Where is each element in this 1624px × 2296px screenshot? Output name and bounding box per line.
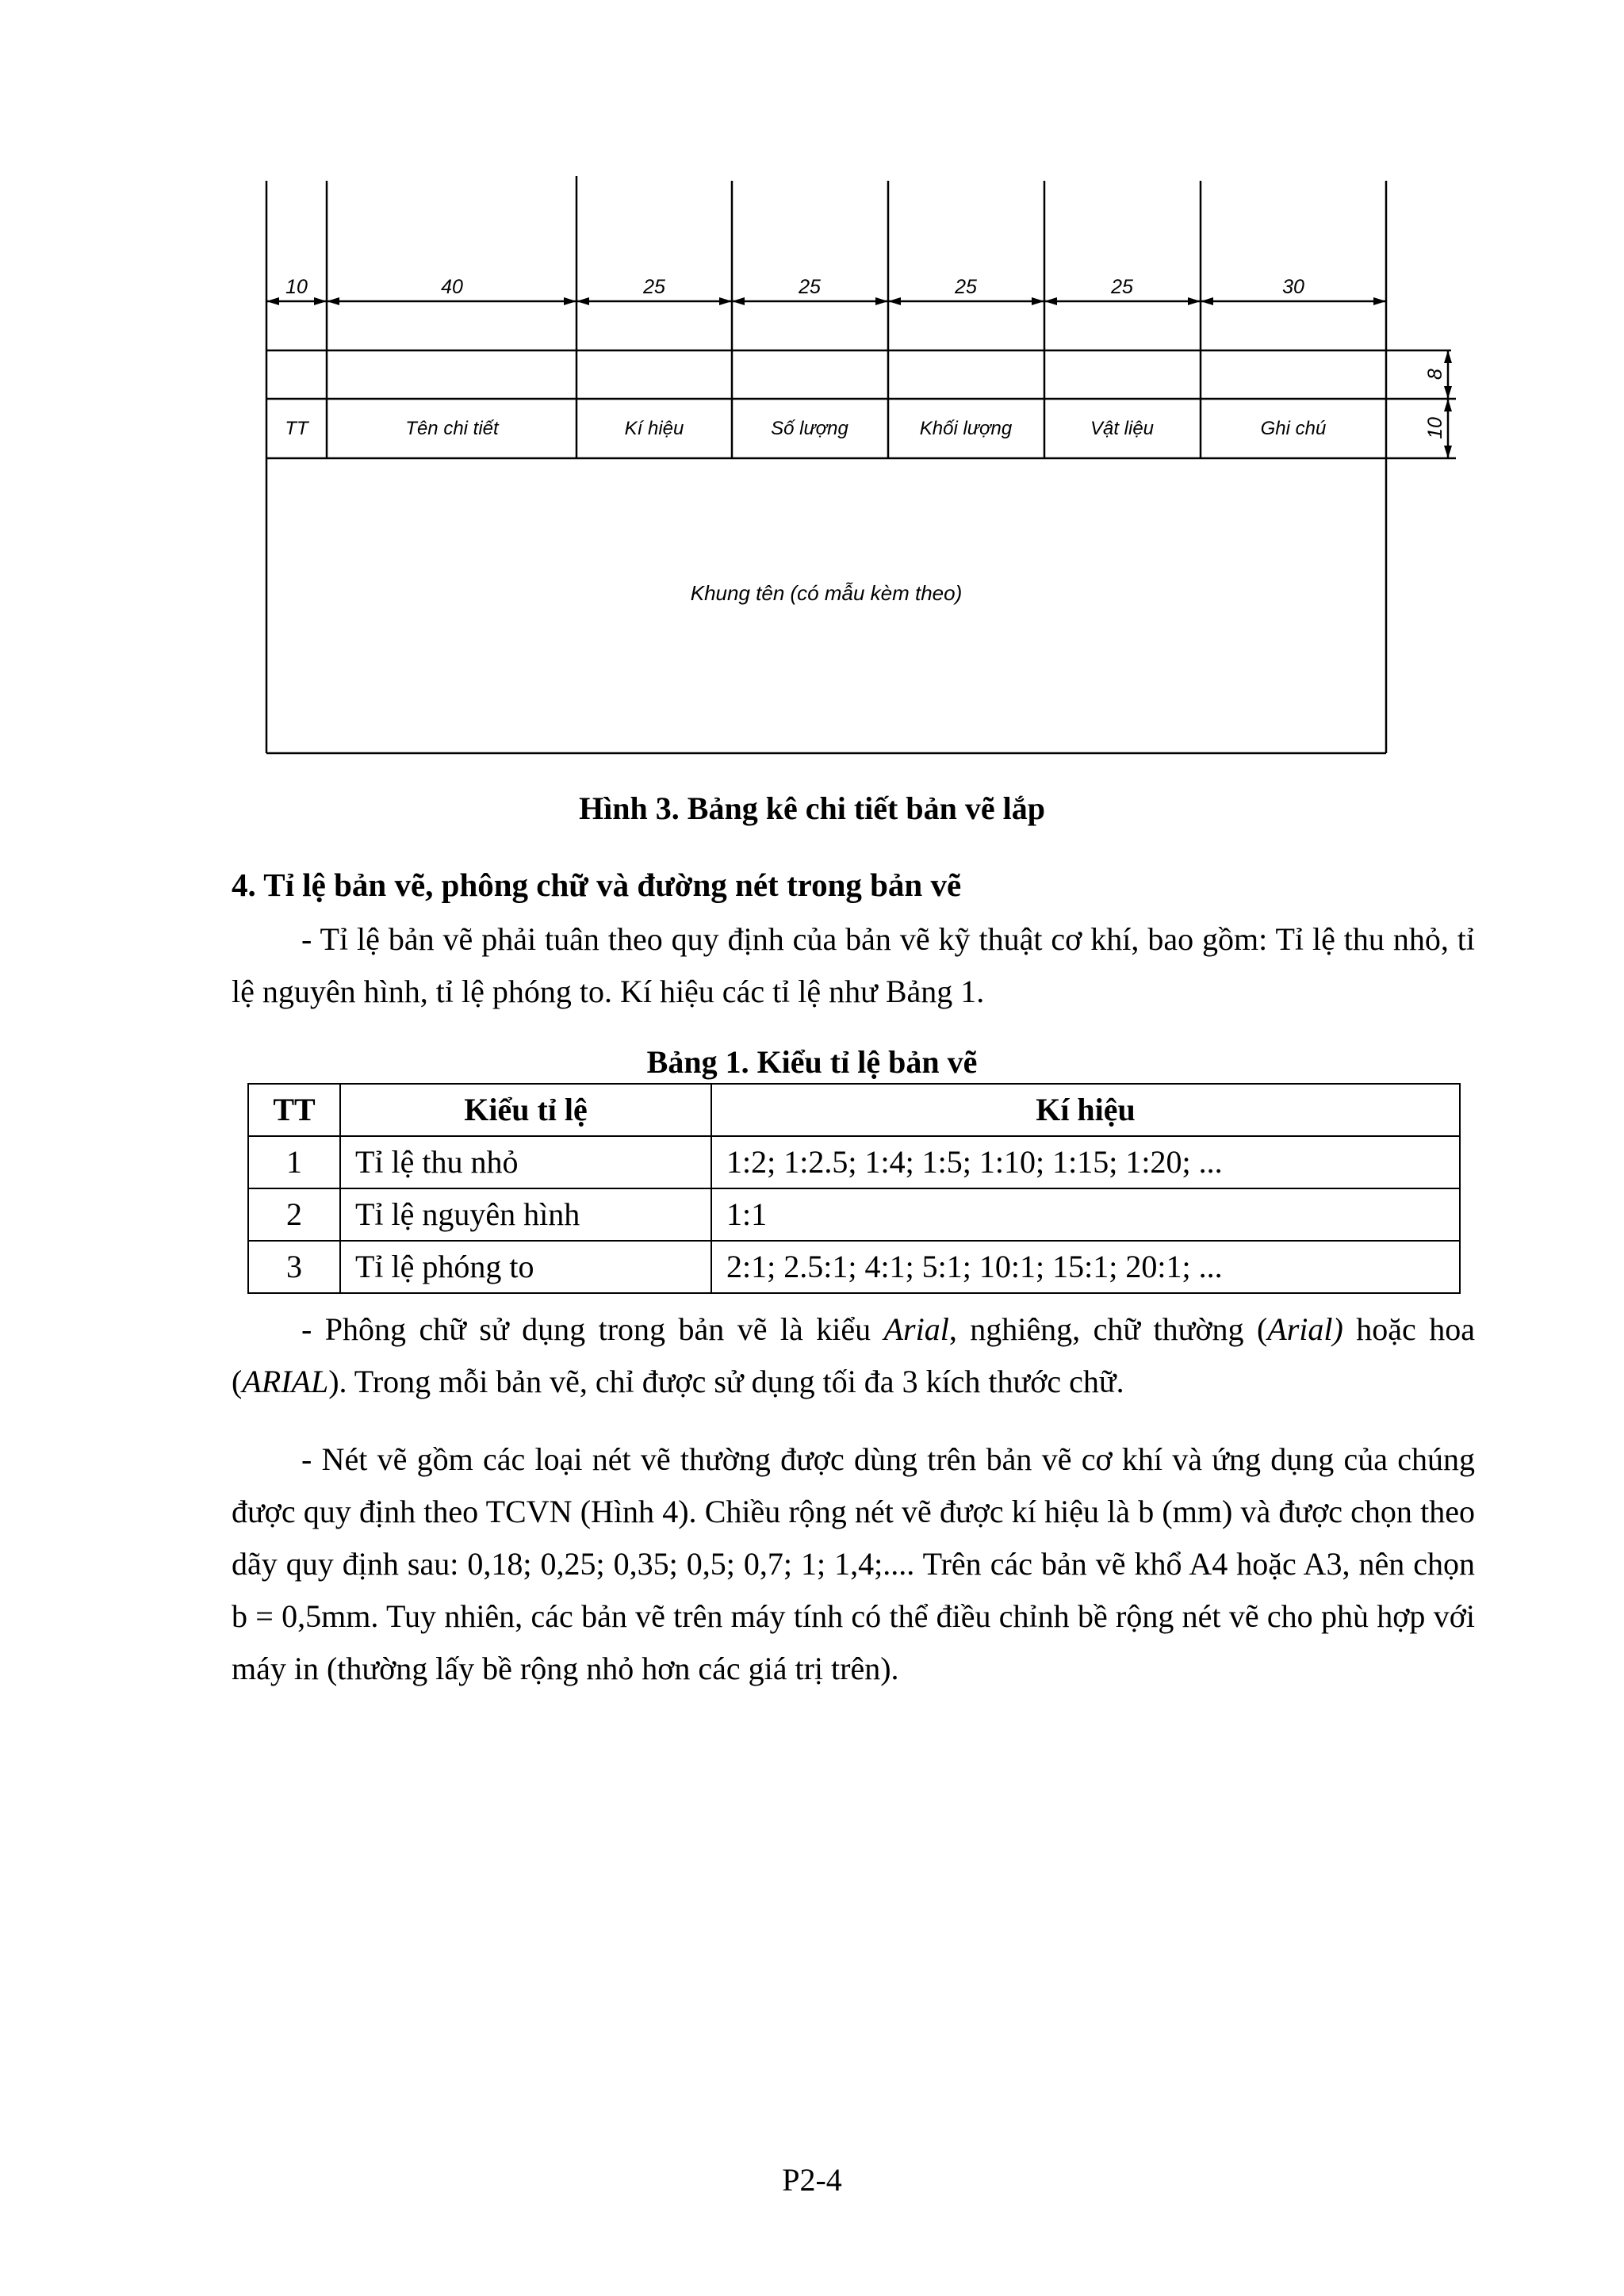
header-vat-lieu: Vật liệu	[1090, 418, 1155, 439]
header-ten-chi-tiet: Tên chi tiết	[405, 418, 499, 439]
header-ghi-chu: Ghi chú	[1260, 418, 1327, 439]
table-cell-tt: 1	[248, 1136, 340, 1188]
dim-label-3: 25	[643, 276, 665, 298]
table-header-row	[248, 1084, 1460, 1136]
table-caption: Bảng 1. Kiểu tỉ lệ bản vẽ	[646, 1044, 978, 1080]
figure-caption: Hình 3. Bảng kê chi tiết bản vẽ lắp	[579, 790, 1045, 826]
dim-label-4: 25	[799, 276, 821, 298]
parts-list-drawing	[0, 0, 1624, 793]
table-cell-tt: 2	[248, 1188, 340, 1241]
table-row	[248, 1136, 1460, 1188]
font-text-2: , nghiêng, chữ thường (	[948, 1311, 1268, 1347]
table-cell-kieu: Tỉ lệ thu nhỏ	[340, 1136, 711, 1188]
title-block-label: Khung tên (có mẫu kèm theo)	[690, 581, 963, 605]
font-name-italic-3: ARIAL	[242, 1364, 329, 1399]
row-height-label-1: 8	[1424, 369, 1446, 380]
dim-label-5: 25	[955, 276, 977, 298]
paragraph-scale-intro: - Tỉ lệ bản vẽ phải tuân theo quy định của bản vẽ kỹ thuật cơ khí, bao gồm: Tỉ lệ thu nhỏ, tỉ lệ nguyên hình, tỉ lệ phóng to. Kí hiệu các tỉ lệ như Bảng 1.	[232, 921, 1475, 1009]
dim-label-2: 40	[441, 276, 463, 298]
page-number: P2-4	[782, 2162, 842, 2198]
font-name-italic-2: Arial)	[1267, 1311, 1343, 1347]
font-text-3: hoặc hoa (	[232, 1311, 1476, 1399]
table-header-ki-hieu: Kí hiệu	[711, 1084, 1460, 1136]
dim-label-1: 10	[285, 276, 308, 298]
table-cell-kieu: Tỉ lệ nguyên hình	[340, 1188, 711, 1241]
dim-label-6: 25	[1111, 276, 1133, 298]
dim-label-7: 30	[1282, 276, 1304, 298]
paragraph-font	[232, 1303, 1475, 1408]
header-ki-hieu: Kí hiệu	[624, 418, 684, 439]
table-row	[248, 1241, 1460, 1293]
font-name-italic-1: Arial	[883, 1311, 949, 1347]
table-cell-kieu: Tỉ lệ phóng to	[340, 1241, 711, 1293]
table-cell-ki-hieu: 1:1	[711, 1188, 1460, 1241]
table-row	[248, 1188, 1460, 1241]
scale-table	[247, 1083, 1461, 1294]
table-cell-ki-hieu: 2:1; 2.5:1; 4:1; 5:1; 10:1; 15:1; 20:1; ...	[711, 1241, 1460, 1293]
header-so-luong: Số lượng	[771, 418, 848, 439]
font-text-1: - Phông chữ sử dụng trong bản vẽ là kiểu	[301, 1311, 884, 1347]
font-text-4: ). Trong mỗi bản vẽ, chỉ được sử dụng tối đa 3 kích thước chữ.	[328, 1364, 1124, 1399]
table-header-kieu-ti-le: Kiểu tỉ lệ	[340, 1084, 711, 1136]
table-cell-ki-hieu: 1:2; 1:2.5; 1:4; 1:5; 1:10; 1:15; 1:20; ...	[711, 1136, 1460, 1188]
paragraph-line-width: - Nét vẽ gồm các loại nét vẽ thường được dùng trên bản vẽ cơ khí và ứng dụng của chúng được quy định theo TCVN (Hình 4). Chiều rộng nét vẽ được kí hiệu là b (mm) và được chọn theo dãy quy định sau: 0,18; 0,25; 0,35; 0,5; 0,7; 1; 1,4;.... Trên các bản vẽ khổ A4 hoặc A3, nên chọn b = 0,5mm. Tuy nhiên, các bản vẽ trên máy tính có thể điều chỉnh bề rộng nét vẽ cho phù hợp với máy in (thường lấy bề rộng nhỏ hơn các giá trị trên).	[232, 1441, 1475, 1686]
header-tt: TT	[285, 418, 308, 439]
row-height-label-2: 10	[1424, 417, 1446, 439]
table-cell-tt: 3	[248, 1241, 340, 1293]
header-khoi-luong: Khối lượng	[919, 418, 1013, 439]
table-header-tt: TT	[248, 1084, 340, 1136]
section-heading: 4. Tỉ lệ bản vẽ, phông chữ và đường nét trong bản vẽ	[232, 867, 962, 903]
